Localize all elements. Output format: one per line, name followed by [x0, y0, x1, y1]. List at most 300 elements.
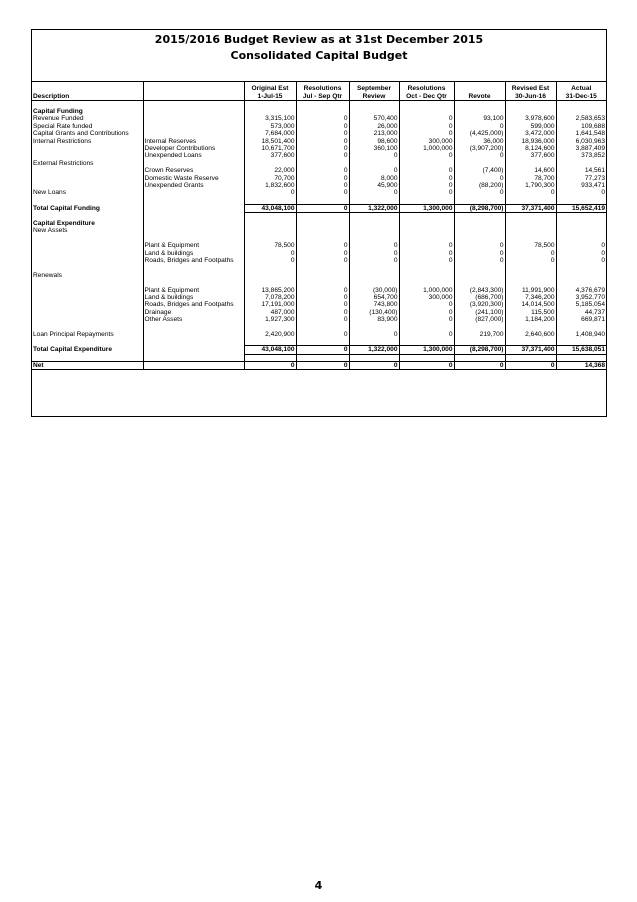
- cell-empty: [143, 235, 244, 242]
- cell-empty: [143, 324, 244, 331]
- cell-empty: [143, 197, 244, 204]
- value-cell: (130,400): [349, 309, 399, 316]
- row-label: Special Rate funded: [33, 122, 93, 130]
- table-row: [32, 108, 606, 115]
- value-cell: 0: [244, 362, 296, 370]
- cell-empty: [556, 108, 606, 115]
- value-cell: 669,871: [556, 316, 606, 323]
- value-cell: 0: [399, 301, 454, 308]
- value-cell: 0: [454, 362, 505, 370]
- value-cell: 0: [454, 250, 505, 257]
- value-cell: 654,700: [349, 294, 399, 301]
- cell-empty: [296, 220, 349, 227]
- value-cell: 98,600: [349, 138, 399, 145]
- value-cell: 0: [296, 145, 349, 152]
- value-cell: (686,700): [454, 294, 505, 301]
- value-cell: 37,371,400: [505, 346, 556, 354]
- value-cell: 0: [349, 257, 399, 264]
- cell-empty: [244, 354, 296, 361]
- cell-empty: [505, 101, 556, 108]
- row-sublabel: Roads, Bridges and Footpaths: [143, 257, 244, 264]
- cell-empty: [505, 279, 556, 286]
- section-heading: Capital Expenditure: [33, 219, 95, 227]
- row-sublabel: [143, 331, 244, 338]
- col-header-line: Oct - Dec Qtr: [406, 92, 447, 100]
- table-row: [32, 242, 606, 249]
- net-row: [32, 362, 606, 370]
- cell-empty: [244, 213, 296, 220]
- cell-empty: [32, 279, 143, 286]
- cell-empty: [454, 227, 505, 234]
- value-cell: 0: [296, 242, 349, 249]
- value-cell: 78,500: [244, 242, 296, 249]
- row-sublabel: Unexpended Loans: [143, 152, 244, 159]
- value-cell: 7,346,200: [505, 294, 556, 301]
- cell-empty: [556, 264, 606, 271]
- cell-empty: [296, 227, 349, 234]
- cell-empty: [32, 264, 143, 271]
- cell-empty: [556, 220, 606, 227]
- col-header-description: Description: [32, 82, 143, 101]
- col-header-revised-est: [505, 82, 556, 101]
- cell-empty: [143, 220, 244, 227]
- cell-empty: [143, 101, 244, 108]
- value-cell: 3,952,770: [556, 294, 606, 301]
- value-cell: 0: [399, 167, 454, 174]
- table-row: [32, 316, 606, 323]
- value-cell: 377,600: [505, 152, 556, 159]
- row-label: Capital Grants and Contributions: [33, 130, 129, 138]
- value-cell: 1,300,000: [399, 346, 454, 354]
- table-row: [32, 227, 606, 234]
- budget-sheet: [31, 29, 607, 417]
- value-cell: (3,920,300): [454, 301, 505, 308]
- table-row: [32, 189, 606, 196]
- spacer-row: [32, 354, 606, 361]
- cell-empty: [32, 338, 143, 345]
- value-cell: 37,371,400: [505, 204, 556, 212]
- value-cell: 0: [399, 362, 454, 370]
- cell-empty: [556, 324, 606, 331]
- table-row: [32, 287, 606, 294]
- cell-empty: [454, 272, 505, 279]
- cell-empty: [454, 160, 505, 167]
- cell-empty: [244, 272, 296, 279]
- value-cell: 0: [296, 115, 349, 122]
- value-cell: (827,000): [454, 316, 505, 323]
- cell-empty: [296, 279, 349, 286]
- cell-empty: [454, 338, 505, 345]
- cell-empty: [399, 324, 454, 331]
- col-header-line: September: [356, 85, 392, 93]
- table-row: [32, 257, 606, 264]
- cell-empty: [399, 235, 454, 242]
- col-header-line: Resolutions: [303, 85, 342, 93]
- cell-empty: [505, 213, 556, 220]
- spacer-row: [32, 101, 606, 108]
- value-cell: 0: [296, 123, 349, 130]
- value-cell: 109,688: [556, 123, 606, 130]
- row-sublabel: [143, 362, 244, 370]
- cell-empty: [399, 220, 454, 227]
- value-cell: 0: [556, 189, 606, 196]
- value-cell: 360,100: [349, 145, 399, 152]
- spacer-row: [32, 197, 606, 204]
- value-cell: 7,684,000: [244, 130, 296, 137]
- value-cell: 14,600: [505, 167, 556, 174]
- cell-empty: [349, 264, 399, 271]
- value-cell: 213,000: [349, 130, 399, 137]
- row-label: [32, 257, 143, 264]
- row-label: Internal Restrictions: [33, 137, 92, 145]
- cell-empty: [556, 272, 606, 279]
- row-label: Loan Principal Repayments: [33, 330, 114, 338]
- value-cell: 0: [349, 167, 399, 174]
- cell-empty: [399, 264, 454, 271]
- row-label: [32, 250, 143, 257]
- value-cell: (8,298,700): [454, 204, 505, 212]
- cell-empty: [399, 227, 454, 234]
- row-sublabel: Plant & Equipment: [143, 242, 244, 249]
- value-cell: 3,887,409: [556, 145, 606, 152]
- value-cell: 0: [244, 250, 296, 257]
- row-label: Renewals: [33, 271, 62, 279]
- cell-empty: [505, 108, 556, 115]
- page-title: 2015/2016 Budget Review as at 31st December 2015: [154, 33, 484, 46]
- value-cell: 373,852: [556, 152, 606, 159]
- row-label: [32, 287, 143, 294]
- row-label: External Restrictions: [33, 159, 94, 167]
- cell-empty: [505, 272, 556, 279]
- value-cell: 83,900: [349, 316, 399, 323]
- value-cell: 0: [399, 152, 454, 159]
- value-cell: 11,991,900: [505, 287, 556, 294]
- cell-empty: [556, 227, 606, 234]
- value-cell: 0: [556, 250, 606, 257]
- cell-empty: [296, 160, 349, 167]
- value-cell: 8,124,600: [505, 145, 556, 152]
- cell-empty: [143, 279, 244, 286]
- value-cell: 933,471: [556, 182, 606, 189]
- value-cell: 1,322,000: [349, 346, 399, 354]
- value-cell: 18,936,000: [505, 138, 556, 145]
- col-header-subcategory: [143, 82, 244, 101]
- value-cell: 22,000: [244, 167, 296, 174]
- value-cell: 43,048,100: [244, 346, 296, 354]
- value-cell: (7,400): [454, 167, 505, 174]
- value-cell: 0: [296, 204, 349, 212]
- cell-empty: [399, 272, 454, 279]
- value-cell: 0: [556, 257, 606, 264]
- value-cell: 26,000: [349, 123, 399, 130]
- cell-empty: [399, 197, 454, 204]
- value-cell: 0: [505, 189, 556, 196]
- cell-empty: [32, 324, 143, 331]
- row-sublabel: Land & buildings: [143, 250, 244, 257]
- spacer-row: [32, 213, 606, 220]
- value-cell: 0: [399, 182, 454, 189]
- value-cell: 0: [296, 189, 349, 196]
- cell-empty: [556, 354, 606, 361]
- value-cell: 0: [296, 250, 349, 257]
- row-sublabel: Drainage: [143, 309, 244, 316]
- cell-empty: [349, 235, 399, 242]
- value-cell: 6,030,963: [556, 138, 606, 145]
- cell-empty: [32, 235, 143, 242]
- cell-empty: [32, 101, 143, 108]
- value-cell: 487,000: [244, 309, 296, 316]
- budget-table-body: [32, 101, 606, 370]
- value-cell: 1,927,300: [244, 316, 296, 323]
- row-label: [32, 242, 143, 249]
- value-cell: 14,561: [556, 167, 606, 174]
- row-label: [32, 309, 143, 316]
- cell-empty: [296, 101, 349, 108]
- value-cell: 0: [244, 189, 296, 196]
- cell-empty: [32, 197, 143, 204]
- row-label: Total Capital Funding: [33, 204, 100, 212]
- row-sublabel: [143, 204, 244, 212]
- value-cell: (2,843,300): [454, 287, 505, 294]
- cell-empty: [556, 213, 606, 220]
- cell-empty: [143, 354, 244, 361]
- table-row: [32, 272, 606, 279]
- value-cell: 0: [296, 138, 349, 145]
- cell-empty: [349, 220, 399, 227]
- row-label: [32, 175, 143, 182]
- value-cell: 0: [349, 242, 399, 249]
- cell-empty: [244, 235, 296, 242]
- row-label: Revenue Funded: [33, 115, 84, 123]
- cell-empty: [244, 197, 296, 204]
- col-header-line: Review: [362, 92, 386, 100]
- value-cell: 0: [296, 182, 349, 189]
- cell-empty: [505, 264, 556, 271]
- cell-empty: [296, 272, 349, 279]
- page-number: 4: [314, 879, 323, 892]
- row-label: [32, 145, 143, 152]
- cell-empty: [244, 324, 296, 331]
- cell-empty: [244, 108, 296, 115]
- value-cell: 0: [349, 362, 399, 370]
- col-header-september-review: [349, 82, 399, 101]
- value-cell: (88,200): [454, 182, 505, 189]
- value-cell: 70,700: [244, 175, 296, 182]
- cell-empty: [143, 160, 244, 167]
- value-cell: 0: [296, 301, 349, 308]
- row-sublabel: Other Assets: [143, 316, 244, 323]
- value-cell: (4,425,000): [454, 130, 505, 137]
- value-cell: 1,322,000: [349, 204, 399, 212]
- cell-empty: [556, 160, 606, 167]
- col-header-revote: [454, 82, 505, 101]
- cell-empty: [296, 213, 349, 220]
- value-cell: 0: [399, 130, 454, 137]
- value-cell: 2,583,653: [556, 115, 606, 122]
- value-cell: 14,014,500: [505, 301, 556, 308]
- value-cell: 1,000,000: [399, 287, 454, 294]
- value-cell: 300,000: [399, 294, 454, 301]
- total-row: [32, 204, 606, 212]
- cell-empty: [143, 264, 244, 271]
- value-cell: 0: [399, 316, 454, 323]
- cell-empty: [244, 227, 296, 234]
- cell-empty: [454, 108, 505, 115]
- value-cell: 0: [296, 309, 349, 316]
- cell-empty: [505, 220, 556, 227]
- col-header-line: 31-Dec-15: [565, 92, 597, 100]
- col-header-line: Revote: [468, 92, 491, 100]
- table-row: [32, 138, 606, 145]
- value-cell: 0: [296, 316, 349, 323]
- table-row: [32, 130, 606, 137]
- spacer-row: [32, 264, 606, 271]
- cell-empty: [349, 197, 399, 204]
- value-cell: 0: [399, 242, 454, 249]
- row-label: Total Capital Expenditure: [33, 346, 113, 354]
- title-block: [32, 30, 606, 82]
- value-cell: 3,978,600: [505, 115, 556, 122]
- row-label: [32, 294, 143, 301]
- value-cell: 0: [454, 152, 505, 159]
- cell-empty: [399, 108, 454, 115]
- cell-empty: [296, 235, 349, 242]
- cell-empty: [399, 213, 454, 220]
- value-cell: 0: [399, 123, 454, 130]
- row-sublabel: Plant & Equipment: [143, 287, 244, 294]
- value-cell: 15,652,419: [556, 204, 606, 212]
- table-row: [32, 250, 606, 257]
- col-header-line: Jul - Sep Qtr: [302, 92, 343, 100]
- value-cell: 13,865,200: [244, 287, 296, 294]
- value-cell: 0: [296, 331, 349, 338]
- budget-table: [32, 81, 606, 370]
- cell-empty: [296, 324, 349, 331]
- spacer-row: [32, 324, 606, 331]
- col-header-original-est: [244, 82, 296, 101]
- value-cell: 0: [349, 189, 399, 196]
- cell-empty: [143, 338, 244, 345]
- cell-empty: [454, 264, 505, 271]
- value-cell: 0: [296, 167, 349, 174]
- value-cell: 0: [349, 152, 399, 159]
- value-cell: 43,048,100: [244, 204, 296, 212]
- table-row: [32, 145, 606, 152]
- cell-empty: [296, 108, 349, 115]
- cell-empty: [556, 101, 606, 108]
- row-sublabel: [143, 189, 244, 196]
- value-cell: (241,100): [454, 309, 505, 316]
- cell-empty: [349, 324, 399, 331]
- value-cell: 0: [296, 152, 349, 159]
- cell-empty: [244, 220, 296, 227]
- row-sublabel: Crown Reserves: [143, 167, 244, 174]
- cell-empty: [454, 220, 505, 227]
- cell-empty: [556, 338, 606, 345]
- section-heading: Capital Funding: [33, 107, 83, 115]
- value-cell: 0: [399, 250, 454, 257]
- value-cell: 0: [454, 189, 505, 196]
- cell-empty: [454, 279, 505, 286]
- col-header-line: 1-Jul-15: [257, 92, 283, 100]
- col-header-resolutions-jul-sep: [296, 82, 349, 101]
- spacer-row: [32, 279, 606, 286]
- value-cell: 0: [505, 257, 556, 264]
- value-cell: (30,000): [349, 287, 399, 294]
- value-cell: 78,700: [505, 175, 556, 182]
- table-row: [32, 175, 606, 182]
- table-row: [32, 167, 606, 174]
- value-cell: 1,641,548: [556, 130, 606, 137]
- value-cell: 0: [399, 331, 454, 338]
- row-sublabel: Land & buildings: [143, 294, 244, 301]
- page-subtitle: Consolidated Capital Budget: [230, 49, 408, 62]
- value-cell: 18,501,400: [244, 138, 296, 145]
- cell-empty: [244, 160, 296, 167]
- value-cell: 14,368: [556, 362, 606, 370]
- row-sublabel: [143, 346, 244, 354]
- value-cell: (3,907,200): [454, 145, 505, 152]
- table-row: [32, 160, 606, 167]
- value-cell: 36,000: [454, 138, 505, 145]
- cell-empty: [399, 354, 454, 361]
- value-cell: 570,400: [349, 115, 399, 122]
- cell-empty: [454, 235, 505, 242]
- cell-empty: [32, 354, 143, 361]
- value-cell: 0: [296, 257, 349, 264]
- cell-empty: [296, 264, 349, 271]
- col-header-line: Original Est: [251, 85, 289, 93]
- cell-empty: [349, 213, 399, 220]
- cell-empty: [143, 213, 244, 220]
- cell-empty: [296, 338, 349, 345]
- table-row: [32, 331, 606, 338]
- value-cell: 0: [296, 287, 349, 294]
- value-cell: 0: [349, 250, 399, 257]
- row-label: [32, 301, 143, 308]
- table-row: [32, 115, 606, 122]
- row-sublabel: Unexpended Grants: [143, 182, 244, 189]
- cell-empty: [143, 108, 244, 115]
- row-sublabel: [143, 123, 244, 130]
- value-cell: 3,315,100: [244, 115, 296, 122]
- value-cell: 0: [505, 250, 556, 257]
- value-cell: 743,800: [349, 301, 399, 308]
- cell-empty: [349, 101, 399, 108]
- value-cell: 599,000: [505, 123, 556, 130]
- cell-empty: [244, 264, 296, 271]
- cell-empty: [349, 108, 399, 115]
- row-label: [32, 152, 143, 159]
- cell-empty: [349, 160, 399, 167]
- value-cell: 2,420,900: [244, 331, 296, 338]
- cell-empty: [349, 354, 399, 361]
- value-cell: 0: [349, 331, 399, 338]
- cell-empty: [296, 197, 349, 204]
- value-cell: 573,000: [244, 123, 296, 130]
- col-header-resolutions-oct-dec: [399, 82, 454, 101]
- value-cell: 115,500: [505, 309, 556, 316]
- value-cell: 44,737: [556, 309, 606, 316]
- cell-empty: [454, 101, 505, 108]
- row-label: New Loans: [33, 189, 66, 197]
- value-cell: 78,500: [505, 242, 556, 249]
- row-sublabel: [143, 130, 244, 137]
- row-sublabel: Roads, Bridges and Footpaths: [143, 301, 244, 308]
- table-row: [32, 309, 606, 316]
- value-cell: 5,185,054: [556, 301, 606, 308]
- value-cell: 300,000: [399, 138, 454, 145]
